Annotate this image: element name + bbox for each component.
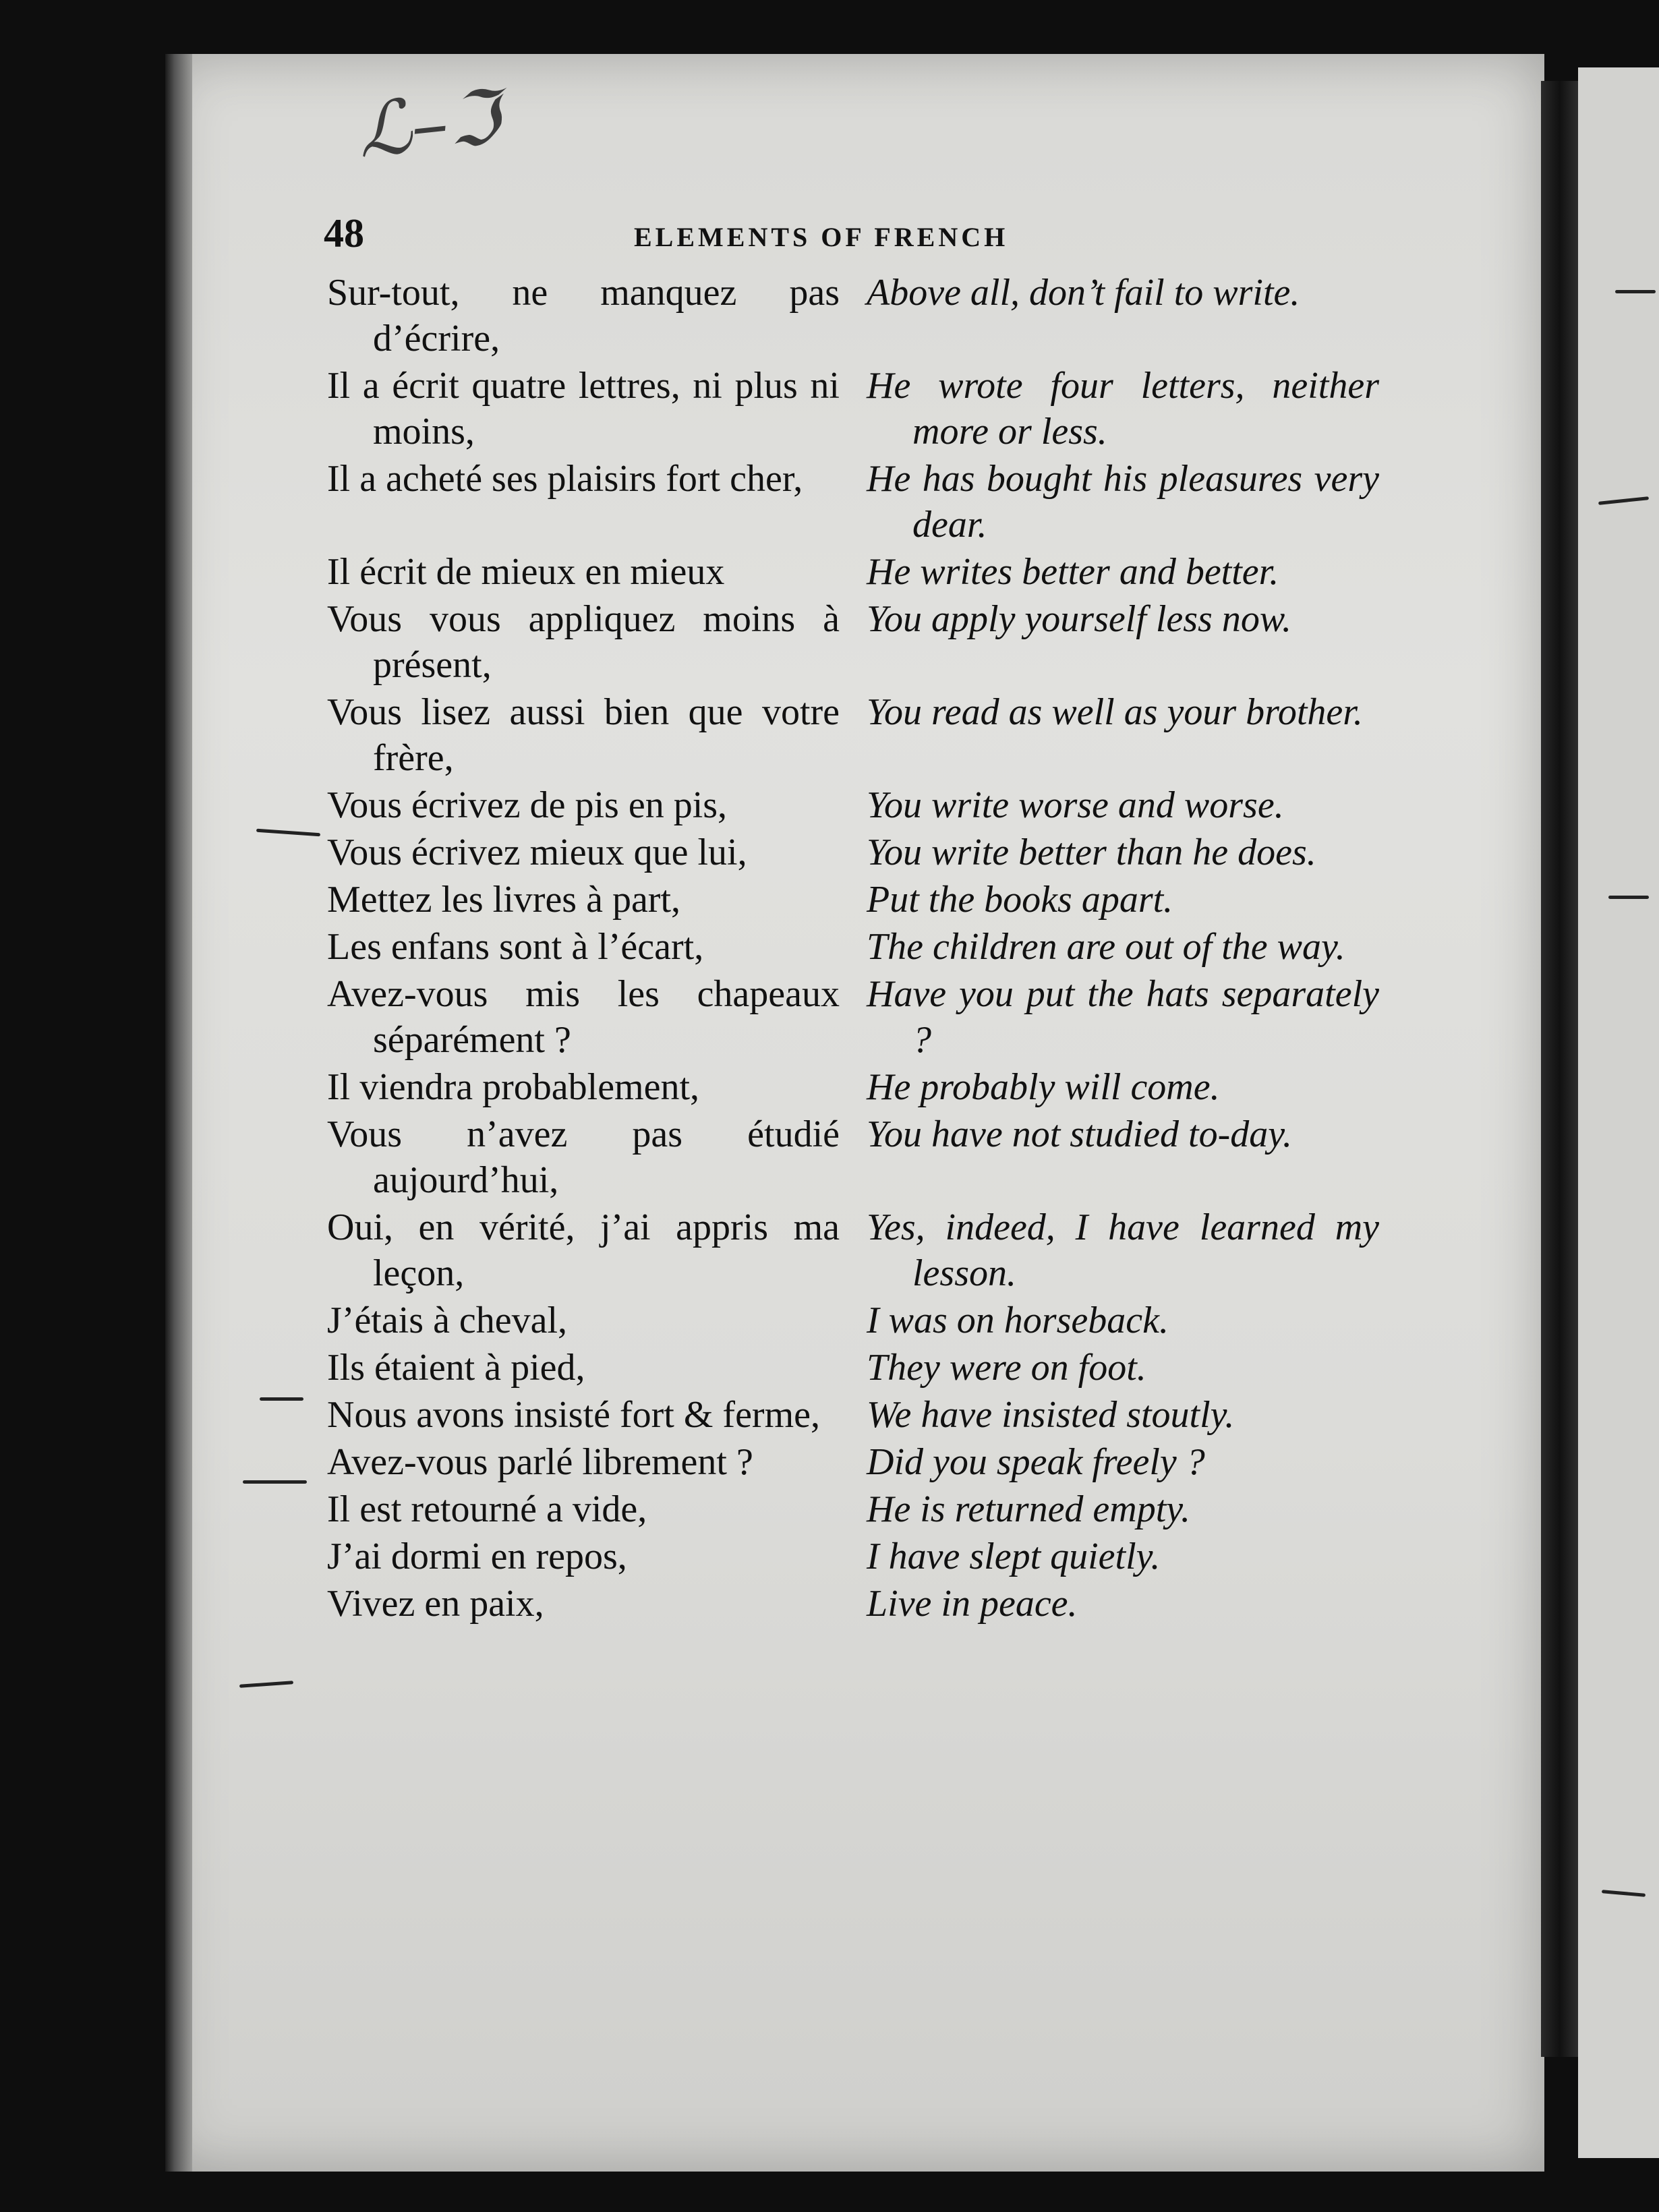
phrase-entry <box>327 1111 1379 1203</box>
english-translation: I have slept quietly. <box>867 1536 1161 1577</box>
margin-pencil-mark <box>260 1397 303 1401</box>
english-translation: You have not studied to-day. <box>867 1113 1293 1155</box>
french-phrase: Il a acheté ses plaisirs fort cher, <box>327 458 803 500</box>
english-translation: He writes better and better. <box>867 551 1279 593</box>
english-translation: He has bought his pleasures very dear. <box>867 458 1379 546</box>
running-title: ELEMENTS OF FRENCH <box>634 222 1009 252</box>
running-head <box>324 211 1362 256</box>
page-gutter <box>1541 81 1578 2057</box>
facing-page-mark <box>1615 290 1656 293</box>
french-phrase: Vous écrivez mieux que lui, <box>327 832 747 873</box>
english-translation: He wrote four letters, neither more or less. <box>867 365 1379 453</box>
french-phrase: J’étais à cheval, <box>327 1300 568 1341</box>
english-translation: Put the books apart. <box>867 879 1173 921</box>
handwritten-scribble: ℒ–ℑ <box>353 74 504 175</box>
french-phrase: Vous écrivez de pis en pis, <box>327 784 728 826</box>
phrase-entry <box>327 1581 1379 1627</box>
french-phrase: Sur-tout, ne manquez pas d’écrire, <box>327 272 840 359</box>
french-phrase: Oui, en vérité, j’ai appris ma leçon, <box>327 1206 840 1294</box>
phrase-entry <box>327 782 1379 828</box>
french-phrase: Il viendra probablement, <box>327 1066 700 1108</box>
english-translation: We have insisted stoutly. <box>867 1394 1235 1436</box>
english-translation: The children are out of the way. <box>867 926 1345 968</box>
phrase-entry <box>327 971 1379 1063</box>
facing-page-edge <box>1578 67 1659 2158</box>
french-phrase: Vous n’avez pas étudié aujourd’hui, <box>327 1113 840 1201</box>
french-phrase: Vous vous appliquez moins à présent, <box>327 598 840 686</box>
phrase-entry <box>327 1534 1379 1579</box>
english-translation: You write worse and worse. <box>867 784 1284 826</box>
french-phrase: Il a écrit quatre lettres, ni plus ni moins, <box>327 365 840 453</box>
phrase-entry <box>327 1486 1379 1532</box>
english-translation: They were on foot. <box>867 1347 1146 1389</box>
french-phrase: Nous avons insisté fort & ferme, <box>327 1394 820 1436</box>
phrase-entry <box>327 596 1379 688</box>
phrase-entry <box>327 363 1379 455</box>
english-translation: Yes, indeed, I have learned my lesson. <box>867 1206 1379 1294</box>
french-phrase: Ils étaient à pied, <box>327 1347 585 1389</box>
english-translation: He probably will come. <box>867 1066 1220 1108</box>
phrase-entry <box>327 924 1379 970</box>
english-translation: You apply yourself less now. <box>867 598 1292 640</box>
french-phrase: Les enfans sont à l’écart, <box>327 926 704 968</box>
french-phrase: Vous lisez aussi bien que votre frère, <box>327 691 840 779</box>
english-translation: Above all, don’t fail to write. <box>867 272 1300 314</box>
french-phrase: Avez-vous parlé librement ? <box>327 1441 753 1483</box>
english-translation: You read as well as your brother. <box>867 691 1363 733</box>
english-translation: He is returned empty. <box>867 1488 1191 1530</box>
french-phrase: J’ai dormi en repos, <box>327 1536 627 1577</box>
phrase-entry <box>327 456 1379 548</box>
english-translation: I was on horseback. <box>867 1300 1169 1341</box>
phrase-entry <box>327 689 1379 781</box>
page-number: 48 <box>324 211 364 256</box>
phrase-entry <box>327 1392 1379 1438</box>
phrase-entry <box>327 270 1379 361</box>
phrase-entry <box>327 1064 1379 1110</box>
phrase-entry <box>327 549 1379 595</box>
english-translation: Live in peace. <box>867 1583 1078 1625</box>
phrase-entry <box>327 1439 1379 1485</box>
french-phrase: Il est retourné a vide, <box>327 1488 647 1530</box>
french-phrase: Mettez les livres à part, <box>327 879 681 921</box>
french-phrase: Il écrit de mieux en mieux <box>327 551 725 593</box>
english-translation: Did you speak freely ? <box>867 1441 1205 1483</box>
english-translation: Have you put the hats separately ? <box>867 973 1379 1061</box>
phrase-entry <box>327 877 1379 923</box>
phrase-entry <box>327 1204 1379 1296</box>
facing-page-mark <box>1608 896 1649 899</box>
french-phrase: Vivez en paix, <box>327 1583 544 1625</box>
phrase-entry <box>327 1345 1379 1391</box>
phrase-entry <box>327 1298 1379 1343</box>
phrase-entry <box>327 830 1379 875</box>
english-translation: You write better than he does. <box>867 832 1316 873</box>
phrase-list <box>327 270 1379 1628</box>
book-spine-edge <box>165 54 192 2172</box>
margin-pencil-mark <box>243 1480 307 1484</box>
french-phrase: Avez-vous mis les chapeaux séparément ? <box>327 973 840 1061</box>
